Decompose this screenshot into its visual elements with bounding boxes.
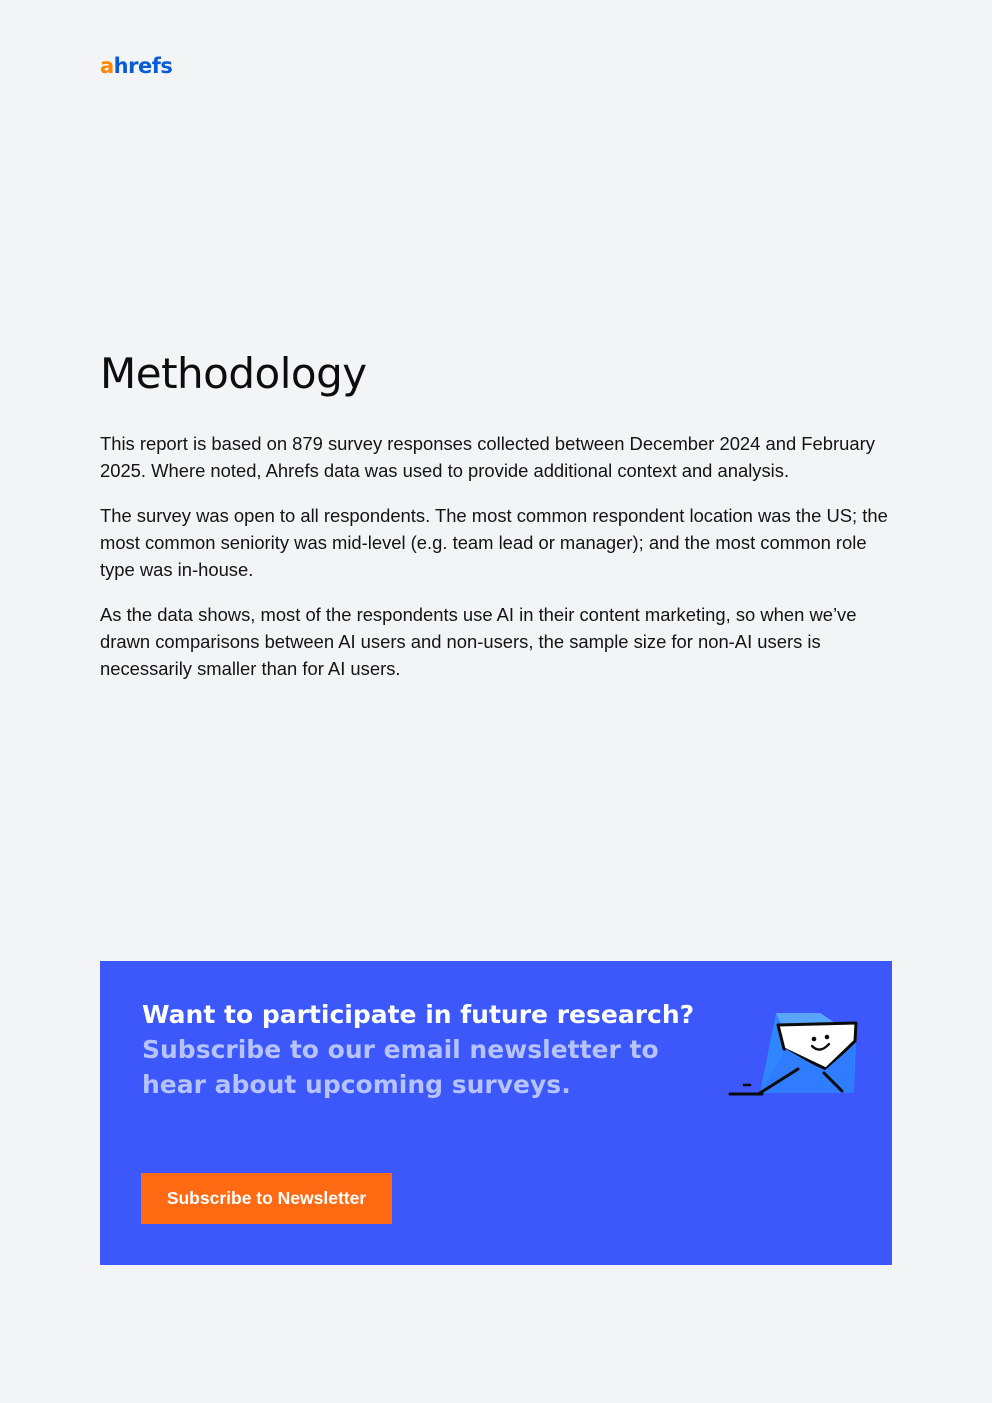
paragraph-survey-period: This report is based on 879 survey responses collected between December 2024 and February 2025. Where noted, Ahrefs data was used to provide additional context and analysis. [100,433,875,481]
paragraph-sample-size: As the data shows, most of the respondents use AI in their content marketing, so when we’ve drawn comparisons between AI users and non-users, the sample size for non-AI users is necessarily smaller than for AI users. [100,604,857,679]
newsletter-cta-banner [100,961,892,1265]
paragraph-respondents: The survey was open to all respondents. The most common respondent location was the US; the most common seniority was mid-level (e.g. team lead or manager); and the most common role type was in-house. [100,505,888,580]
smiling-envelope-icon [728,1009,862,1099]
cta-heading-subtext: Subscribe to our email newsletter to hear about upcoming surveys. [142,1035,659,1099]
ahrefs-logo[interactable] [100,52,172,80]
cta-heading-question: Want to participate in future research? [142,1000,695,1029]
cta-heading [142,997,702,1102]
subscribe-newsletter-button[interactable]: Subscribe to Newsletter [141,1173,392,1224]
methodology-body [100,430,890,700]
page-title: Methodology [100,349,367,398]
logo-wordmark: hrefs [113,54,173,78]
logo-letter-a: a [100,54,114,78]
